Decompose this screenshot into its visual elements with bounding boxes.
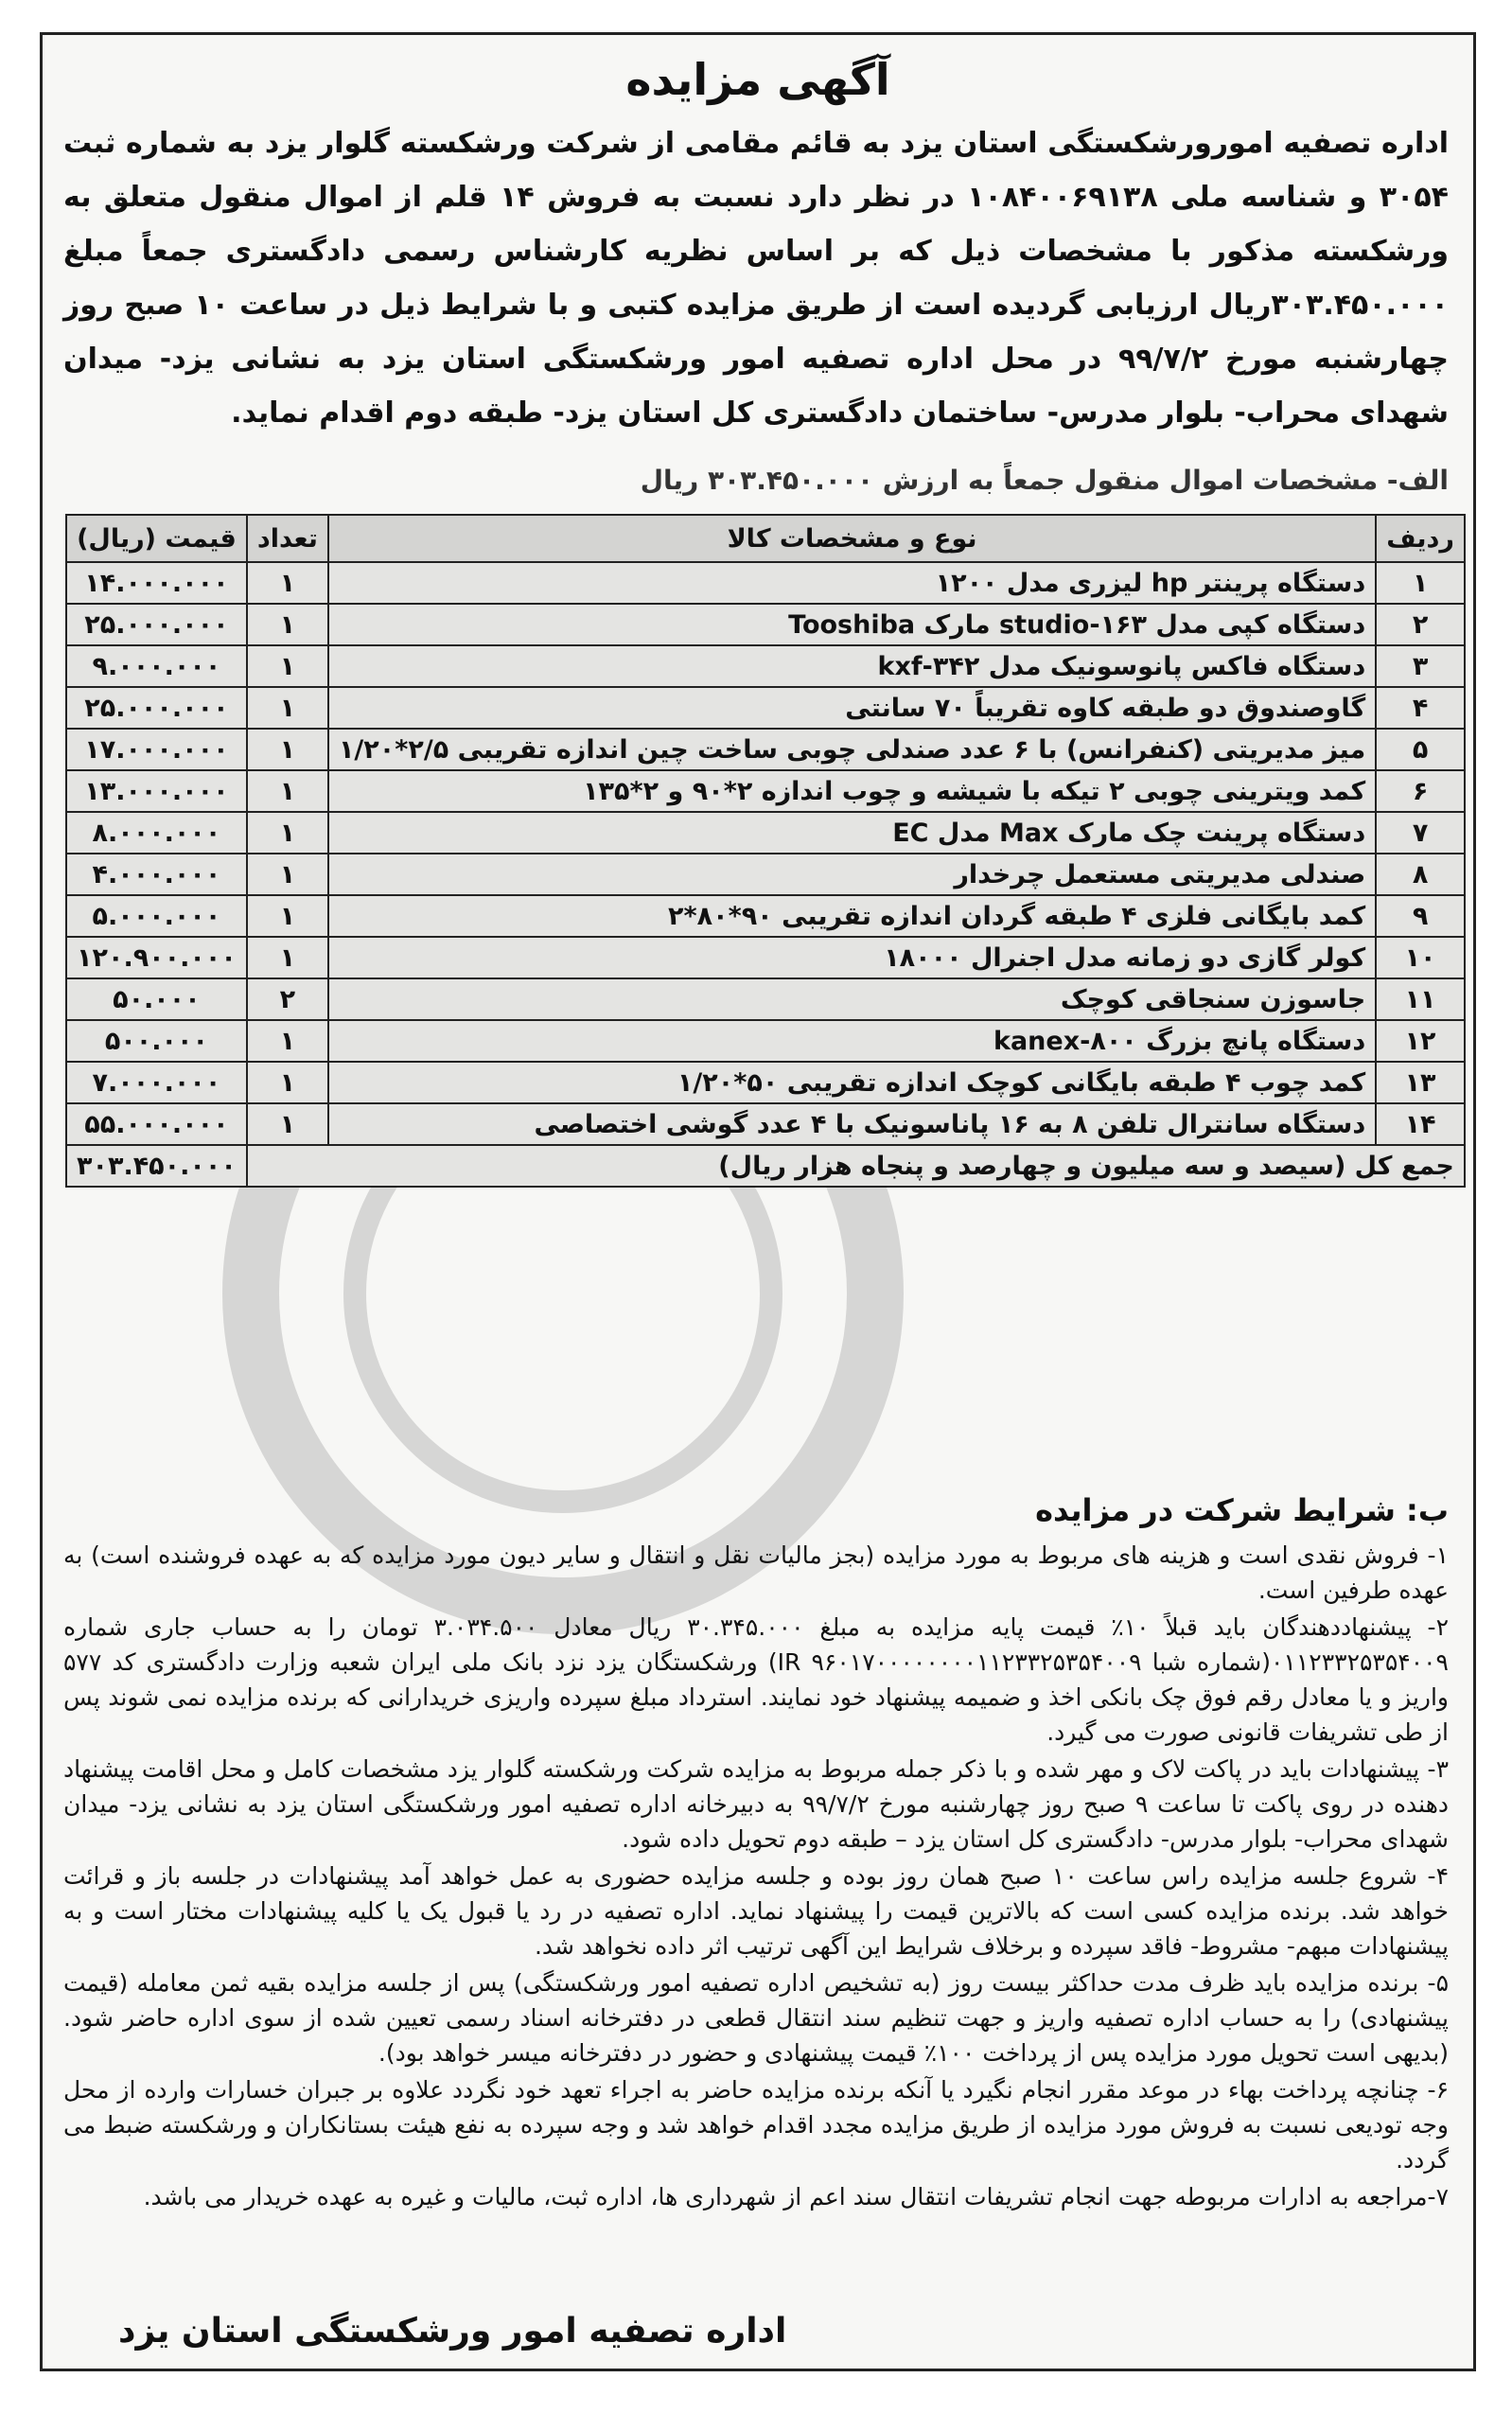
item-quantity: ۱ <box>247 895 328 937</box>
issuer-signature: اداره تصفیه امور ورشکستگی استان یزد <box>118 2312 787 2351</box>
table-row <box>66 1020 1465 1062</box>
row-number: ۱۲ <box>1376 1020 1465 1062</box>
table-row <box>66 937 1465 978</box>
condition-item: ۲- پیشنهاددهندگان باید قبلاً ۱۰٪ قیمت پایه مزایده به مبلغ ۳۰.۳۴۵.۰۰۰ ریال معادل ۳.۰۳۴.۵۰۰ تومان را به حساب جاری شماره ۰۱۱۲۳۳۲۵۳۵۴۰۰۹(شماره شبا IR ۹۶۰۱۷۰۰۰۰۰۰۰۰۱۱۲۳۳۲۵۳۵۴۰۰۹) ورشکستگان یزد نزد بانک ملی ایران شعبه وزارت دادگستری کد ۵۷۷ واریز و یا معادل رقم فوق چک بانکی اخذ و ضمیمه پیشنهاد خود نمایند. استرداد مبلغ سپرده واریزی خریدارانی که برنده مزایده نمی شوند پس از طی تشریفات قانونی صورت می گیرد. <box>63 1613 1449 1746</box>
item-quantity: ۱ <box>247 604 328 645</box>
total-label: جمع کل (سیصد و سه میلیون و چهارصد و پنجاه هزار ریال) <box>247 1145 1465 1187</box>
conditions-title: ب: شرایط شرکت در مزایده <box>1035 1492 1449 1528</box>
item-price: ۱۲۰.۹۰۰.۰۰۰ <box>66 937 247 978</box>
condition-item: ۳- پیشنهادات باید در پاکت لاک و مهر شده و با ذکر جمله مربوط به مزایده شرکت ورشکسته گلوار یزد مشخصات کامل و محل اقامت پیشنهاد دهنده در روی پاکت تا ساعت ۹ صبح روز چهارشنبه مورخ ۹۹/۷/۲ به دبیرخانه اداره تصفیه امور ورشکستگی استان یزد به نشانی یزد- میدان شهدای محراب- بلوار مدرس- دادگستری کل استان یزد – طبقه دوم تحویل داده شود. <box>63 1755 1450 1853</box>
items-subtitle: الف- مشخصات اموال منقول جمعاً به ارزش ۳۰۳.۴۵۰.۰۰۰ ریال <box>640 465 1449 496</box>
item-description: دستگاه سانترال تلفن ۸ به ۱۶ پاناسونیک با ۴ عدد گوشی اختصاصی <box>328 1103 1376 1145</box>
total-price: ۳۰۳.۴۵۰.۰۰۰ <box>66 1145 247 1187</box>
header-quantity: تعداد <box>247 515 328 562</box>
intro-paragraph: اداره تصفیه امورورشکستگی استان یزد به قائم مقامی از شرکت ورشکسته گلوار یزد به شماره ثبت ۳۰۵۴ و شناسه ملی ۱۰۸۴۰۰۶۹۱۳۸ در نظر دارد نسبت به فروش ۱۴ قلم از اموال منقول متعلق به ورشکسته مذکور با مشخصات ذیل که بر اساس نظریه کارشناس رسمی دادگستری جمعاً مبلغ ۳۰۳.۴۵۰.۰۰۰ریال ارزیابی گردیده است از طریق مزایده کتبی و با شرایط ذیل در ساعت ۱۰ صبح روز چهارشنبه مورخ ۹۹/۷/۲ در محل اداره تصفیه امور ورشکستگی استان یزد به نشانی یزد- میدان شهدای محراب- بلوار مدرس- ساختمان دادگستری کل استان یزد- طبقه دوم اقدام نماید. <box>63 127 1450 430</box>
conditions-list <box>63 1538 1449 2216</box>
condition-item: ۶- چنانچه پرداخت بهاء در موعد مقرر انجام نگیرد یا آنکه برنده مزایده حاضر به اجراء تعهد خود نگردد علاوه بر جبران خسارات وارده از محل وجه تودیعی نسبت به فروش مورد مزایده از طریق مزایده مجدد اقدام خواهد شد و وجه سپرده به نفع هیئت بستانکاران و ورشکسته ضبط می گردد. <box>63 2076 1449 2174</box>
item-quantity: ۱ <box>247 770 328 812</box>
item-description: میز مدیریتی (کنفرانس) با ۶ عدد صندلی چوبی ساخت چین اندازه تقریبی ۲/۵*۱/۲۰ <box>328 729 1376 770</box>
item-description: دستگاه پرینت چک مارک Max مدل EC <box>328 812 1376 854</box>
item-description: جاسوزن سنجاقی کوچک <box>328 978 1376 1020</box>
condition-item: ۷-مراجعه به ادارات مربوطه جهت انجام تشریفات انتقال سند اعم از شهرداری ها، اداره ثبت، مالیات و غیره به عهده خریدار می باشد. <box>143 2183 1449 2210</box>
item-price: ۵۵.۰۰۰.۰۰۰ <box>66 1103 247 1145</box>
item-price: ۲۵.۰۰۰.۰۰۰ <box>66 604 247 645</box>
table-row <box>66 562 1465 604</box>
item-description: صندلی مدیریتی مستعمل چرخدار <box>328 854 1376 895</box>
item-price: ۷.۰۰۰.۰۰۰ <box>66 1062 247 1103</box>
row-number: ۳ <box>1376 645 1465 687</box>
table-row <box>66 895 1465 937</box>
item-quantity: ۱ <box>247 729 328 770</box>
item-quantity: ۱ <box>247 1103 328 1145</box>
items-table <box>65 514 1466 1188</box>
item-price: ۵.۰۰۰.۰۰۰ <box>66 895 247 937</box>
item-quantity: ۱ <box>247 812 328 854</box>
header-price: قیمت (ریال) <box>66 515 247 562</box>
item-description: دستگاه پرینتر hp لیزری مدل ۱۲۰۰ <box>328 562 1376 604</box>
item-quantity: ۱ <box>247 854 328 895</box>
item-price: ۱۷.۰۰۰.۰۰۰ <box>66 729 247 770</box>
table-row <box>66 854 1465 895</box>
row-number: ۷ <box>1376 812 1465 854</box>
item-quantity: ۱ <box>247 645 328 687</box>
table-total-row <box>66 1145 1465 1187</box>
item-description: دستگاه فاکس پانوسونیک مدل ۳۴۲-kxf <box>328 645 1376 687</box>
row-number: ۶ <box>1376 770 1465 812</box>
item-price: ۲۵.۰۰۰.۰۰۰ <box>66 687 247 729</box>
item-price: ۱۳.۰۰۰.۰۰۰ <box>66 770 247 812</box>
table-row <box>66 1103 1465 1145</box>
condition-item: ۵- برنده مزایده باید ظرف مدت حداکثر بیست روز (به تشخیص اداره تصفیه امور ورشکستگی) پس از جلسه مزایده بقیه ثمن معامله (قیمت پیشنهادی) را به حساب اداره تصفیه واریز و جهت تنظیم سند انتقال قطعی در دفترخانه اسناد رسمی تعیین شده از سوی اداره حاضر شود. (بدیهی است تحویل مورد مزایده پس از پرداخت ۱۰۰٪ قیمت پیشنهادی و حضور در دفترخانه میسر خواهد بود). <box>63 1969 1449 2067</box>
item-quantity: ۱ <box>247 687 328 729</box>
notice-title: آگهی مزایده <box>625 54 890 105</box>
row-number: ۲ <box>1376 604 1465 645</box>
row-number: ۱ <box>1376 562 1465 604</box>
item-price: ۵۰.۰۰۰ <box>66 978 247 1020</box>
item-description: دستگاه کپی مدل ۱۶۳-studio مارک Tooshiba <box>328 604 1376 645</box>
table-row <box>66 978 1465 1020</box>
row-number: ۹ <box>1376 895 1465 937</box>
item-quantity: ۲ <box>247 978 328 1020</box>
item-description: کمد چوب ۴ طبقه بایگانی کوچک اندازه تقریبی ۵۰*۱/۲۰ <box>328 1062 1376 1103</box>
table-row <box>66 687 1465 729</box>
row-number: ۸ <box>1376 854 1465 895</box>
item-description: دستگاه پانچ بزرگ ۸۰۰-kanex <box>328 1020 1376 1062</box>
row-number: ۱۱ <box>1376 978 1465 1020</box>
item-quantity: ۱ <box>247 937 328 978</box>
row-number: ۱۰ <box>1376 937 1465 978</box>
table-row <box>66 645 1465 687</box>
table-row <box>66 812 1465 854</box>
table-row <box>66 1062 1465 1103</box>
item-price: ۸.۰۰۰.۰۰۰ <box>66 812 247 854</box>
row-number: ۱۳ <box>1376 1062 1465 1103</box>
row-number: ۴ <box>1376 687 1465 729</box>
table-row <box>66 729 1465 770</box>
row-number: ۵ <box>1376 729 1465 770</box>
item-price: ۹.۰۰۰.۰۰۰ <box>66 645 247 687</box>
item-description: کمد بایگانی فلزی ۴ طبقه گردان اندازه تقریبی ۹۰*۸۰*۲ <box>328 895 1376 937</box>
item-description: کولر گازی دو زمانه مدل اجنرال ۱۸۰۰۰ <box>328 937 1376 978</box>
item-description: گاوصندوق دو طبقه کاوه تقریباً ۷۰ سانتی <box>328 687 1376 729</box>
table-row <box>66 604 1465 645</box>
item-price: ۱۴.۰۰۰.۰۰۰ <box>66 562 247 604</box>
table-row <box>66 770 1465 812</box>
table-header-row <box>66 515 1465 562</box>
item-price: ۴.۰۰۰.۰۰۰ <box>66 854 247 895</box>
item-quantity: ۱ <box>247 1020 328 1062</box>
item-quantity: ۱ <box>247 562 328 604</box>
header-row-number: ردیف <box>1376 515 1465 562</box>
notice-page <box>40 32 1476 2371</box>
item-quantity: ۱ <box>247 1062 328 1103</box>
condition-item: ۱- فروش نقدی است و هزینه های مربوط به مورد مزایده (بجز مالیات نقل و انتقال و سایر دیون مورد مزایده که به عهده فروشنده است) به عهده طرفین است. <box>63 1541 1449 1604</box>
header-description: نوع و مشخصات کالا <box>328 515 1376 562</box>
condition-item: ۴- شروع جلسه مزایده راس ساعت ۱۰ صبح همان روز بوده و جلسه مزایده حضوری به عمل خواهد آمد پیشنهادات در جلسه باز و قرائت خواهد شد. برنده مزایده کسی است که بالاترین قیمت را پیشنهاد نماید. اداره تصفیه در رد یا قبول یک یا کلیه پیشنهادات مختار است و به پیشنهادات مبهم- مشروط- فاقد سپرده و برخلاف شرایط این آگهی ترتیب اثر داده نخواهد شد. <box>63 1862 1449 1960</box>
item-price: ۵۰۰.۰۰۰ <box>66 1020 247 1062</box>
row-number: ۱۴ <box>1376 1103 1465 1145</box>
item-description: کمد ویترینی چوبی ۲ تیکه با شیشه و چوب اندازه ۲*۹۰ و ۲*۱۳۵ <box>328 770 1376 812</box>
